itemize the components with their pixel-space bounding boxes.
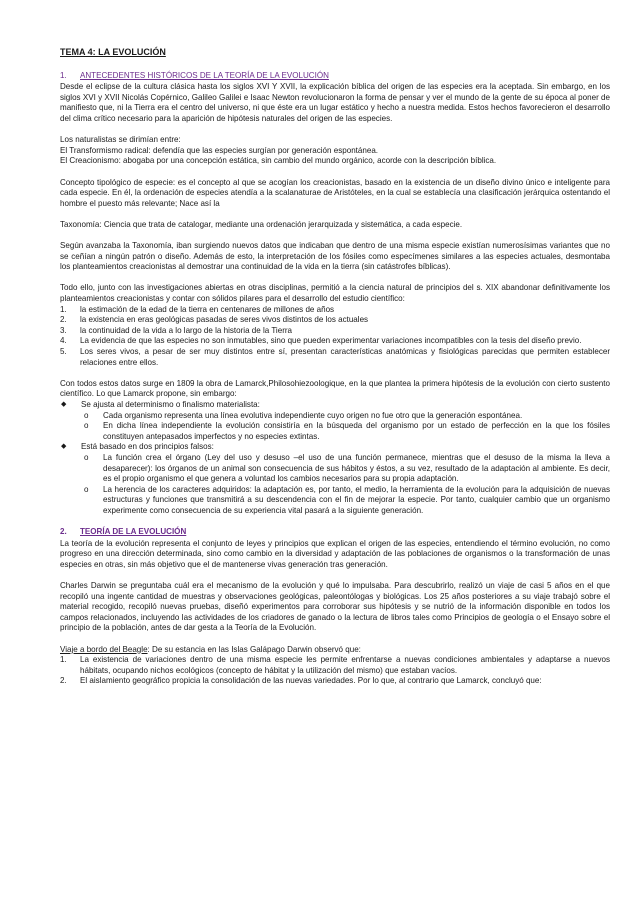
diamond-bullet-icon: ◆ — [61, 401, 67, 408]
document-title: TEMA 4: LA EVOLUCIÓN — [60, 47, 166, 57]
list-item: 2. El aislamiento geográfico propicia la consolidación de las nuevas variedades. Por lo que, al contrario que Lamarck, concluyó que: — [60, 676, 542, 686]
circle-bullet-icon: o — [84, 410, 89, 420]
paragraph-concepto-tipologico: Concepto tipológico de especie: es el concepto al que se acogían los creacionistas, basado en la existencia de un diseño divino único e inteligente para cada especie. En él, la ordenación de especies atendía a la scalanaturae de Aristóteles, en la cual se establecía una clasificación jerárquica ostentando el hombre el puesto más relevante; Nace así la — [60, 177, 610, 208]
list-item: 1. la estimación de la edad de la tierra en centenares de millones de años — [60, 304, 335, 314]
beagle-label: Viaje a bordo del Beagle — [60, 644, 148, 654]
paragraph-lamarck: Con todos estos datos surge en 1809 la obra de Lamarck,Philosohiezoologique, en la que plantea la primera hipótesis de la evolución con cierto sustento científico. Lo que Lamarck propone, sin embargo: — [60, 378, 610, 399]
paragraph-darwin: Charles Darwin se preguntaba cuál era el mecanismo de la evolución y qué lo impulsaba. Para descubrirlo, realizó un viaje de casi 5 años en el que recopiló una ingente cantidad de muestras y observaciones geológicas, paleontólogas y biológicas. Los 25 años posteriores a su viaje trabajó sobre el material recogido, recopiló nuevas pruebas, diseñó experimentos para corroborar sus hipótesis y se nutrió de la información disponible en todos los campos relacionados, incluyendo las actividades de los criadores de ganado o la lectura de libros tales como Principios de geología o el Ensayo sobre el principio de la población, antes de dar gesta a la Teoría de la Evolución. — [60, 581, 610, 633]
list-item — [60, 400, 610, 442]
section-1-heading — [60, 71, 610, 82]
paragraph-teoria: La teoría de la evolución representa el conjunto de leyes y principios que explican el origen de las especies, entendiendo el término evolución, no como progreso en una dirección determinada, sino como cambio en la diversidad y adaptación de las poblaciones de organismos o la transformación de unas especies en otras, sin más objetivo que el de mantenerse vivas generación tras generación. — [60, 538, 610, 569]
list-item: 1. La existencia de variaciones dentro de una misma especie les permite enfrentarse a nuevas condiciones ambientales y adaptarse a nuevos hábitats, ocupando nichos ecológicos (concepto de hábitat y la utilización del mismo) que estaban vacíos. — [60, 655, 610, 675]
list-item: 4. La evidencia de que las especies no son inmutables, sino que pueden experimentar variaciones incompatibles con la tesis del diseño previo. — [60, 336, 582, 346]
section-2-title: TEORÍA DE LA EVOLUCIÓN — [80, 527, 187, 537]
lamarck-point-head: Está basado en dos principios falsos: — [81, 442, 214, 452]
list-item: 2. la existencia en eras geológicas pasadas de seres vivos distintos de los actuales — [60, 315, 369, 325]
list-item: o La herencia de los caracteres adquiridos: la adaptación es, por tanto, el medio, la herramienta de la evolución para la adquisición de nuevas estructuras y funciones que transmitirá a su descendencia con el fin de mejorar la especie. Por tanto, cualquier cambio que un organismo experimente como consecuencia de su experiencia vital pasará a la siguiente generación. — [81, 485, 610, 517]
list-item: o La función crea el órgano (Ley del uso y desuso –el uso de una función permanece, mientras que el desuso de la misma la lleva a desaparecer): los órganos de un animal son consecuencia de sus hábitos y éstos, a su vez, resultado de la adaptación al ambiente. Es decir, es el propio organismo el que genera a voluntad los cambios necesarios para su propia adaptación. — [81, 453, 610, 485]
section-2-number: 2. — [60, 527, 67, 537]
list-item: o Cada organismo representa una línea evolutiva independiente cuyo origen no fue otro que la generación espontánea. — [81, 411, 610, 422]
paragraph-taxonomia-avance: Según avanzaba la Taxonomía, iban surgiendo nuevos datos que indicaban que dentro de una misma especie existían numerosísimas variantes que no se ceñían a ningún patrón o diseño. Además de esto, la interpretación de los fósiles como especímenes similares a las especies actuales, desmontaba los planteamientos creacionistas al demostrar una continuidad de la vida en la tierra (sin catástrofes bíblicas). — [60, 241, 610, 272]
lamarck-points-list — [60, 400, 610, 517]
section-1-number: 1. — [60, 70, 67, 80]
naturalists-transformismo: El Transformismo radical: defendía que las especies surgían por generación espontánea. — [60, 145, 379, 155]
circle-bullet-icon: o — [84, 484, 89, 494]
diamond-bullet-icon: ◆ — [61, 443, 67, 451]
pillars-list — [60, 305, 610, 369]
circle-bullet-icon: o — [84, 421, 89, 431]
beagle-points-list — [60, 655, 610, 687]
lamarck-subpoints — [81, 453, 610, 517]
circle-bullet-icon: o — [84, 452, 89, 462]
list-item: 5. Los seres vivos, a pesar de ser muy distintos entre sí, presentan características anatómicas y fisiológicas parecidas que permiten establecer relaciones entre ellos. — [60, 347, 610, 367]
naturalists-creacionismo: El Creacionismo: abogaba por una concepción estática, sin cambio del mundo orgánico, acorde con la descripción bíblica. — [60, 156, 497, 166]
paragraph-taxonomia: Taxonomía: Ciencia que trata de catalogar, mediante una ordenación jerarquizada y sistemática, a cada especie. — [60, 219, 463, 229]
list-item: 3. la continuidad de la vida a lo largo de la historia de la Tierra — [60, 325, 293, 335]
lamarck-point-head: Se ajusta al determinismo o finalismo materialista: — [81, 400, 260, 409]
paragraph-antecedentes: Desde el eclipse de la cultura clásica hasta los siglos XVI Y XVII, la explicación bíblica del origen de las especies era la aceptada. Sin embargo, en los siglos XVI y XVII Nicolás Copérnico, Galileo Galilei e Isaac Newton revolucionaron la forma de pensar y ver el mundo de la gente de su época al poner de manifiesto que, ni la Tierra era el centro del universo, ni que éste era un lugar estático y hecho a nuestra medida. Estos hechos favorecieron el desarrollo del clima crítico necesario para la aparición de hipótesis naturales del origen de las especies. — [60, 82, 610, 123]
paragraph-beagle: Viaje a bordo del Beagle: De su estancia en las Islas Galápago Darwin observó que: — [60, 644, 361, 654]
section-2-heading — [60, 527, 610, 538]
list-item: o En dicha línea independiente la evolución consistiría en la búsqueda del organismo por un estado de perfección en la que los fósiles constituyen antepasados imperfectos y no especies extintas. — [81, 421, 610, 442]
lamarck-subpoints — [81, 411, 610, 443]
section-1-title: ANTECEDENTES HISTÓRICOS DE LA TEORÍA DE LA EVOLUCIÓN — [80, 70, 329, 80]
paragraph-pilares: Todo ello, junto con las investigaciones abiertas en otras disciplinas, permitió a la ciencia natural de principios del s. XIX abandonar definitivamente los planteamientos creacionistas y contar con sólidos pilares para el desarrollo del estudio científico: — [60, 283, 610, 304]
list-item — [60, 442, 610, 516]
naturalists-intro: Los naturalistas se dirimían entre: — [60, 135, 181, 145]
